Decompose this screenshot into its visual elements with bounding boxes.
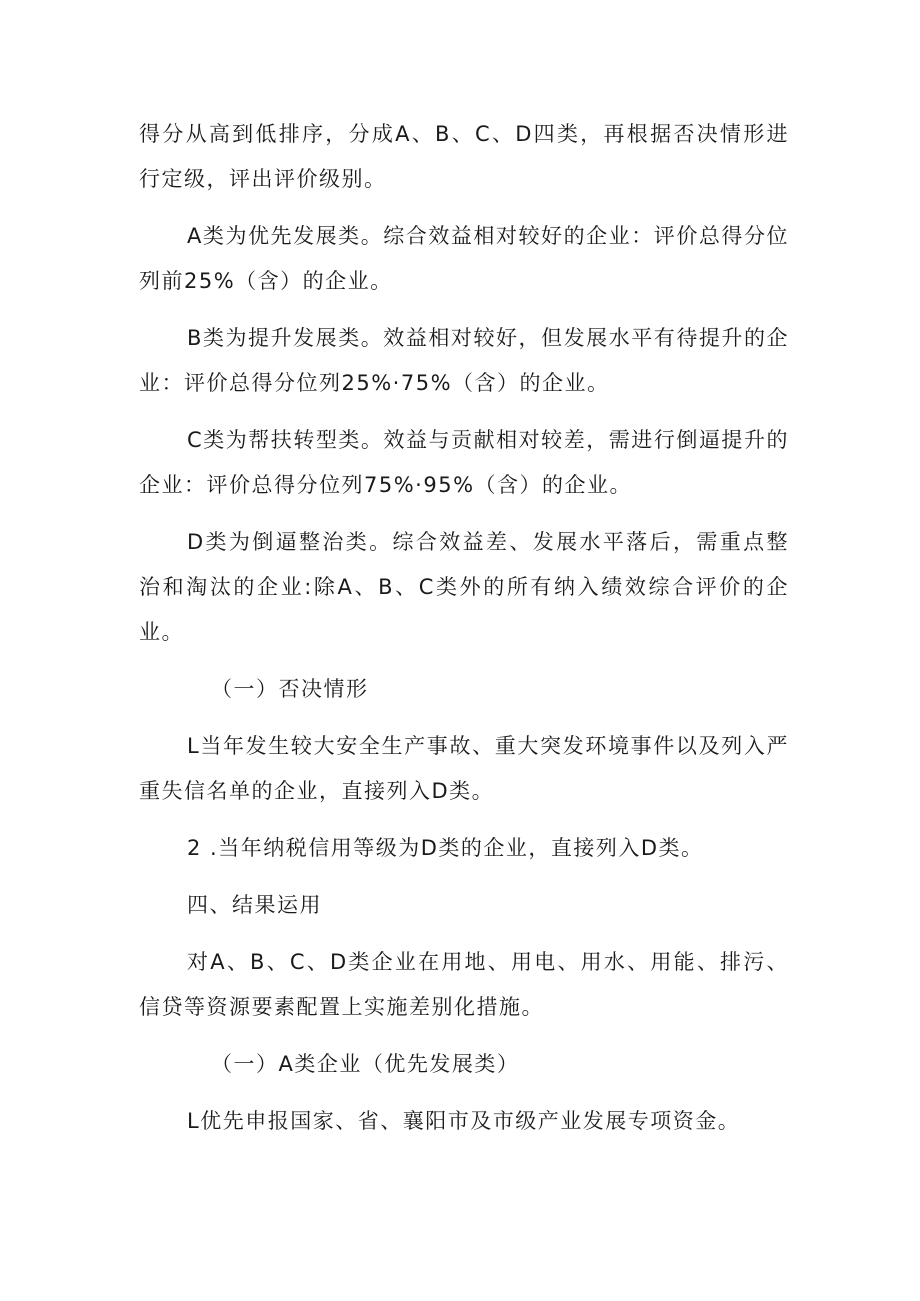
- heading-veto-cases: （一）否决情形: [211, 677, 369, 701]
- heading-class-a-enterprises: （一）A类企业（优先发展类）: [211, 1052, 520, 1076]
- paragraph-differentiated-measures: 对A、B、C、D类企业在用地、用电、用水、用能、排污、信贷等资源要素配置上实施差别化措施。: [139, 950, 789, 1019]
- paragraph-class-a: A类为优先发展类。综合效益相对较好的企业：评价总得分位列前25%（含）的企业。: [139, 224, 789, 293]
- document-body: [139, 112, 789, 1156]
- paragraph-class-d: D类为倒逼整治类。综合效益差、发展水平落后，需重点整治和淘汰的企业:除A、B、C类外的所有纳入绩效综合评价的企业。: [139, 530, 789, 644]
- heading-results-application: 四、结果运用: [187, 893, 322, 917]
- paragraph-ranking-intro: 得分从高到低排序，分成A、B、C、D四类，再根据否决情形进行定级，评出评价级别。: [139, 122, 789, 191]
- paragraph-class-c: C类为帮扶转型类。效益与贡献相对较差，需进行倒逼提升的企业：评价总得分位列75%·95%（含）的企业。: [139, 428, 789, 497]
- list-item-veto-1: L当年发生较大安全生产事故、重大突发环境事件以及列入严重失信名单的企业，直接列入D类。: [139, 734, 789, 803]
- list-item-class-a-1: L优先申报国家、省、襄阳市及市级产业发展专项资金。: [187, 1109, 741, 1133]
- list-item-veto-2: 2 .当年纳税信用等级为D类的企业，直接列入D类。: [187, 836, 704, 860]
- paragraph-class-b: B类为提升发展类。效益相对较好，但发展水平有待提升的企业：评价总得分位列25%·75%（含）的企业。: [139, 326, 789, 395]
